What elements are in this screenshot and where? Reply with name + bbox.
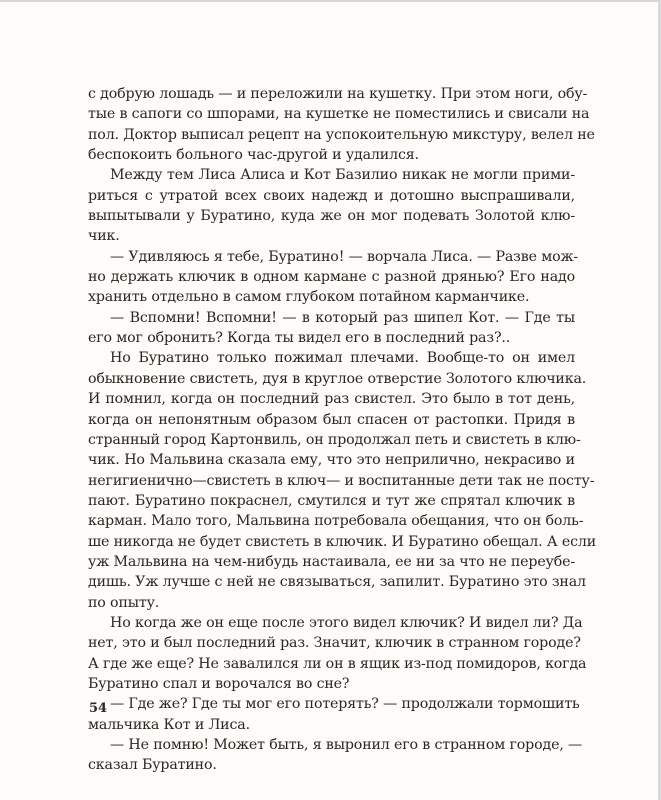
text-line: беспокоить больного час-другой и удалился. [88,147,419,164]
body-text [88,84,597,776]
paragraph [88,613,587,694]
paragraph [88,735,583,776]
text-line: — Вспомни! Вспомни! — в который раз шипел Кот. — Где ты [110,309,575,326]
text-line: когда он непонятным образом был спасен от растопки. Придя в [88,411,575,428]
text-line: обыкновение свистеть, дуя в круглое отверстие Золотого ключика. [88,370,587,387]
text-line: пол. Доктор выписал рецепт на успокоительную микстуру, велел не [88,126,595,143]
text-line: сказал Буратино. [88,757,217,774]
text-line: чик. [88,228,120,245]
text-line: пают. Буратино покраснел, смутился и тут же спрятал ключик в [88,492,575,509]
text-line: тые в сапоги со шпорами, на кушетке не поместились и свисали на [88,106,590,123]
text-line: — Не помню! Может быть, я выронил его в странном городе, — [110,737,583,753]
text-line: — Где же? Где ты мог его потерять? — продолжали тормошить [110,696,580,713]
text-line: карман. Мало того, Мальвина потребовала обещания, что он боль- [88,513,584,530]
text-line: ше никогда не будет свистеть в ключик. И Буратино обещал. А если [88,533,597,550]
text-line: риться с утратой всех своих надежд и дотошно выспрашивали, [88,187,575,204]
paragraph [88,694,580,735]
text-line: выпытывали у Буратино, куда же он мог подевать Золотой клю- [88,208,575,225]
text-line: его мог обронить? Когда ты видел его в последний раз?.. [88,330,511,347]
text-line: по опыту. [88,594,160,611]
paragraph [88,247,579,308]
text-line: Но когда же он еще после этого видел ключик? И видел ли? Да [110,614,583,631]
paragraph [88,308,575,349]
text-line: странный город Картонвиль, он продолжал петь и свистеть в клю- [88,431,581,448]
text-line: дишь. Уж лучше с ней не связываться, запилит. Буратино это знал [88,574,586,591]
text-line: негигиенично—свистеть в ключ— и воспитанные дети так не посту- [88,472,595,489]
paragraph [88,84,595,165]
text-line: хранить отдельно в самом глубоком потайном карманчике. [88,289,530,306]
text-line: Но Буратино только пожимал плечами. Вообще-то он имел [110,350,575,367]
text-line: Буратино спал и ворочался во сне? [88,675,350,692]
text-line: мальчика Кот и Лиса. [88,716,250,733]
text-line: И помнил, когда он последний раз свистел. Это было в тот день, [88,391,575,408]
page-edge-top [0,0,661,2]
page-number: 54 [89,701,108,716]
text-line: чик. Но Мальвина сказала ему, что это неприлично, некрасиво и [88,452,575,469]
text-line: с добрую лошадь — и переложили на кушетку. При этом ноги, обу- [88,86,588,102]
text-line: Между тем Лиса Алиса и Кот Базилио никак не могли прими- [110,167,575,184]
text-line: но держать ключик в одном кармане с разной дрянью? Его надо [88,269,575,286]
paragraph [88,165,575,246]
text-line: — Удивляюсь я тебе, Буратино! — ворчала Лиса. — Разве мож- [110,248,579,265]
text-line: А где же еще? Не завалился ли он в ящик из-под помидоров, когда [88,655,587,672]
text-line: нет, это и был последний раз. Значит, ключик в странном городе? [88,635,581,652]
paragraph [88,348,597,612]
text-line: уж Мальвина на чем-нибудь настаивала, ее ни за что не переубе- [88,553,576,570]
